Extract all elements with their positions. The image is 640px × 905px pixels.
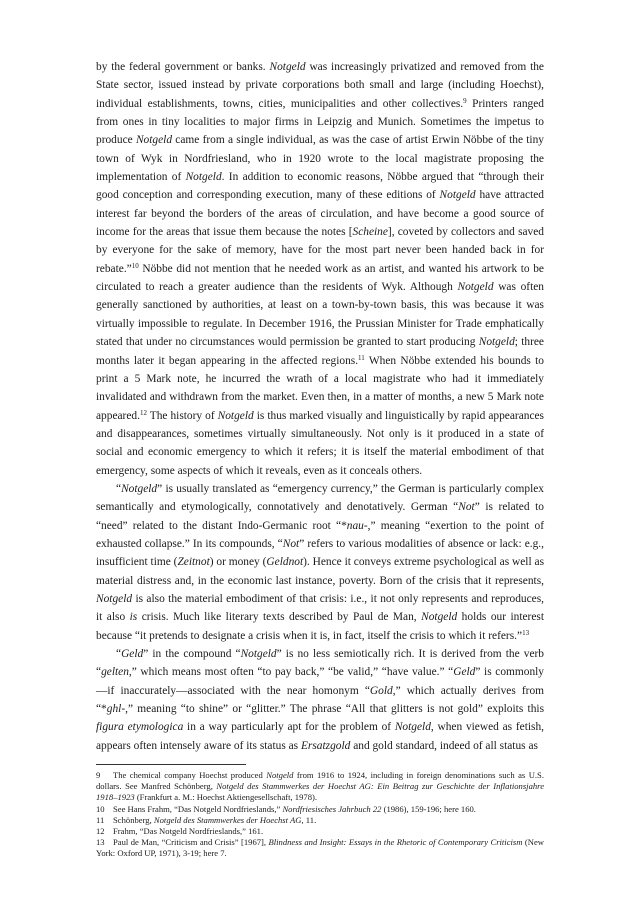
text-run: . In addition to economic reasons, Nöbbe argued that “through their good conception and corresponding execution, many of these editions of bbox=[96, 171, 544, 202]
italic-text: Scheine bbox=[352, 226, 388, 239]
footnote bbox=[96, 770, 544, 804]
text-run: ” is usually translated as “emergency currency,” the German is particularly complex semantically and etymologically, connotatively and denotatively. German “ bbox=[96, 482, 544, 514]
paragraph bbox=[96, 645, 544, 755]
italic-text: Nordfriesisches Jahrbuch 22 bbox=[282, 803, 382, 814]
italic-text: Notgeld bbox=[185, 171, 222, 184]
italic-text: Notgeld bbox=[269, 61, 306, 73]
italic-text: Notgeld bbox=[121, 482, 158, 495]
text-run: ,” meaning “to shine” or “glitter.” The phrase “All that glitters is not gold” exploits this bbox=[125, 703, 544, 716]
text-run: in a way particularly apt for the problem of bbox=[183, 721, 395, 734]
paragraph bbox=[96, 480, 544, 645]
text-run: ; three months later it began appearing in the affected regions. bbox=[96, 336, 544, 367]
italic-text: Notgeld bbox=[394, 721, 431, 734]
footnote-number: 13 bbox=[96, 837, 105, 848]
body-text bbox=[96, 58, 544, 755]
footnote-divider bbox=[96, 764, 246, 765]
text-run: (1986), 159-196; here 160. bbox=[381, 803, 476, 814]
text-run: “ bbox=[116, 482, 122, 495]
footnote-number: 12 bbox=[96, 826, 105, 837]
footnote bbox=[96, 837, 544, 859]
italic-text: Notgeld des Stammwerkes der Hoechst AG: Ein Beitrag zur Geschichte der Inflationsjahre 1918–1923 bbox=[96, 781, 545, 803]
text-run: was increasingly privatized and removed from the State sector, issued instead by private corporations both small and large (including Hoechst), individual establishments, towns, cities, municipalities and other collectives. bbox=[96, 61, 544, 110]
footnote-ref: 9 bbox=[463, 96, 467, 105]
italic-text: gelten bbox=[101, 666, 129, 679]
text-run: Nöbbe did not mention that he needed work as an artist, and wanted his artwork to be circulated to reach a greater audience than the residents of Wyk. Although bbox=[96, 262, 544, 294]
footnote bbox=[96, 815, 544, 826]
italic-text: Notgeld bbox=[217, 409, 254, 422]
footnote-ref: 12 bbox=[139, 408, 147, 417]
text-run: ). Hence it conveys extreme psychological as well as material distress and, in the economic last instance, poverty. Born of the crisis that it represents, bbox=[96, 556, 544, 587]
italic-text: Zeitnot bbox=[177, 556, 210, 569]
italic-text: nau- bbox=[346, 519, 368, 532]
footnote-ref: 11 bbox=[358, 353, 365, 362]
footnotes bbox=[96, 770, 544, 860]
text-run: Printers ranged from ones in tiny localities to major firms in Leipzig and Munich. Sometimes the impetus to produce bbox=[96, 97, 545, 147]
italic-text: Notgeld bbox=[457, 281, 494, 294]
italic-text: Gold bbox=[369, 684, 393, 697]
footnote-number: 11 bbox=[96, 814, 105, 825]
italic-text: Not bbox=[282, 537, 300, 550]
italic-text: is bbox=[129, 611, 138, 624]
text-run: The history of bbox=[146, 409, 218, 422]
text-run: ” in the compound “ bbox=[143, 648, 241, 660]
text-run: is thus marked visually and linguistically by rapid appearances and disappearances, sometimes virtually simultaneously. Not only is it produced in a state of social and economic emergency to which it refers; it is itself the material embodiment of that emergency, some aspects of which it reveals, even as it conceals others. bbox=[96, 409, 544, 477]
footnote-ref: 13 bbox=[522, 628, 530, 637]
text-run: ,” which actually derives from “* bbox=[96, 684, 545, 716]
text-run: ” is no less semiotically rich. It is derived from the verb “ bbox=[96, 648, 544, 679]
footnote bbox=[96, 826, 544, 837]
italic-text: Ersatzgold bbox=[300, 739, 351, 752]
italic-text: Notgeld bbox=[478, 336, 515, 349]
italic-text: ghl- bbox=[106, 703, 126, 716]
text-run: , 11. bbox=[301, 814, 317, 825]
text-run: (New York: Oxford UP, 1971), 3-19; here 7. bbox=[96, 837, 544, 859]
italic-text: Notgeld bbox=[135, 134, 173, 147]
italic-text: figura etymologica bbox=[96, 721, 184, 734]
footnote-ref: 10 bbox=[131, 261, 139, 270]
text-run: (Frankfurt a. M.: Hoechst Aktiengesellschaft, 1978). bbox=[134, 792, 318, 803]
page bbox=[96, 58, 544, 860]
footnote-number: 9 bbox=[96, 770, 101, 781]
italic-text: Geld bbox=[121, 648, 144, 660]
text-run: was often generally sanctioned by authorities, at least on a town-by-town basis, this was because it was virtually impossible to regulate. In December 1916, the Prussian Minister for Trade emphatically stated that under no circumstances would permission be granted to start producing bbox=[96, 281, 544, 349]
text-run: , when viewed as fetish, appears often intensely aware of its status as bbox=[96, 721, 544, 752]
text-run: ,” which means most often “to pay back,” “be valid,” “have value.” “ bbox=[128, 666, 454, 679]
text-run: from 1916 to 1924, including in foreign denominations such as U.S. dollars. See Manfred Schönberg, bbox=[96, 770, 544, 792]
footnote bbox=[96, 804, 544, 815]
text-run: “ bbox=[116, 648, 122, 660]
text-run: Frahm, “Das Notgeld Nordfrieslands,” 161. bbox=[113, 826, 264, 837]
italic-text: Notgeld bbox=[266, 770, 294, 781]
text-run: ” refers to various modalities of absence or lack: e.g., insufficient time ( bbox=[96, 537, 544, 569]
text-run: is also the material embodiment of that crisis: i.e., it not only represents and reproduces, it also bbox=[96, 592, 544, 624]
text-run: Schönberg, bbox=[113, 814, 154, 825]
italic-text: Geld bbox=[453, 666, 476, 679]
italic-text: Geldnot bbox=[266, 556, 304, 569]
italic-text: Notgeld bbox=[240, 648, 277, 660]
paragraph bbox=[96, 58, 544, 480]
italic-text: Not bbox=[458, 501, 475, 514]
italic-text: Notgeld bbox=[439, 189, 476, 202]
footnote-number: 10 bbox=[96, 803, 105, 814]
text-run: ], coveted by collectors and saved by everyone for the sake of memory, have for the most part never been handed back in for rebate.” bbox=[96, 226, 544, 275]
text-run: The chemical company Hoechst produced bbox=[113, 770, 267, 781]
text-run: crisis. Much like literary texts described by Paul de Man, bbox=[137, 611, 422, 624]
text-run: and gold standard, indeed of all status as bbox=[350, 739, 538, 752]
text-run: by the federal government or banks. bbox=[96, 61, 270, 73]
text-run: Paul de Man, “Criticism and Crisis” [1967], bbox=[113, 837, 269, 848]
text-run: have attracted interest far beyond the borders of the areas of circulation, and have become a good source of income for the areas that issue them because the notes [ bbox=[96, 189, 544, 239]
text-run: came from a single individual, as was the case of artist Erwin Nöbbe of the tiny town of Wyk in Nordfriesland, who in 1920 wrote to the local magistrate proposing the implementation of bbox=[96, 134, 544, 184]
italic-text: Notgeld bbox=[421, 611, 458, 624]
italic-text: Blindness and Insight: Essays in the Rhetoric of Contemporary Criticism bbox=[268, 837, 523, 848]
text-run: ,” meaning “exertion to the point of exhausted collapse.” In its compounds, “ bbox=[96, 519, 544, 550]
italic-text: Notgeld des Stammwerkes der Hoechst AG bbox=[153, 814, 302, 825]
text-run: ) or money ( bbox=[209, 556, 267, 569]
text-run: ” is related to “need” related to the distant Indo-Germanic root “* bbox=[96, 501, 544, 532]
text-run: When Nöbbe extended his bounds to print a 5 Mark note, he incurred the wrath of a local magistrate who had it immediately invalidated and withdrawn from the market. Even then, in a matter of months, a new 5 Mark note appeared. bbox=[96, 354, 544, 422]
text-run: holds our interest because “it pretends to designate a crisis when it is, in fact, itself the crisis to which it refers.” bbox=[96, 611, 545, 642]
italic-text: Notgeld bbox=[96, 592, 133, 605]
text-run: See Hans Frahm, “Das Notgeld Nordfrieslands,” bbox=[113, 803, 283, 814]
text-run: ” is commonly—if inaccurately—associated with the near homonym “ bbox=[96, 666, 544, 697]
